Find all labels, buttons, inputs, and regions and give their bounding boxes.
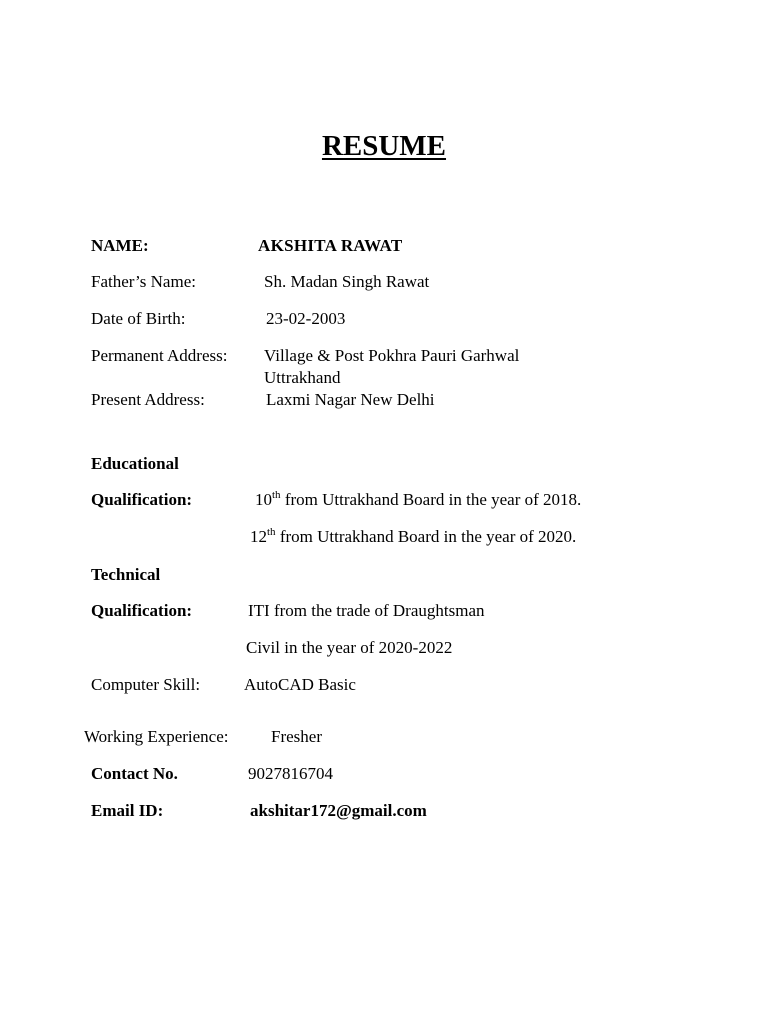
education-item-10th: 10th from Uttrakhand Board in the year of 2018. bbox=[255, 489, 582, 509]
name-label: NAME: bbox=[91, 236, 149, 255]
name-value: AKSHITA RAWAT bbox=[258, 236, 403, 255]
contact-value: 9027816704 bbox=[248, 764, 333, 783]
computer-skill-value: AutoCAD Basic bbox=[244, 675, 356, 694]
dob-label: Date of Birth: bbox=[91, 309, 186, 328]
father-label: Father’s Name: bbox=[91, 272, 196, 291]
technical-qualification-label: Qualification: bbox=[91, 601, 193, 620]
father-value: Sh. Madan Singh Rawat bbox=[264, 272, 430, 291]
computer-skill-label: Computer Skill: bbox=[91, 675, 201, 694]
technical-line1: ITI from the trade of Draughtsman bbox=[248, 601, 485, 620]
technical-line2: Civil in the year of 2020-2022 bbox=[246, 638, 453, 657]
education-label: Educational bbox=[91, 454, 179, 473]
experience-value: Fresher bbox=[271, 727, 322, 746]
permanent-address-label: Permanent Address: bbox=[91, 346, 228, 365]
education-item-12th: 12th from Uttrakhand Board in the year of 2020. bbox=[250, 526, 577, 546]
permanent-address-line2: Uttrakhand bbox=[264, 368, 341, 387]
dob-value: 23-02-2003 bbox=[266, 309, 346, 328]
experience-label: Working Experience: bbox=[84, 727, 229, 746]
resume-title: RESUME bbox=[321, 130, 447, 162]
email-label: Email ID: bbox=[91, 801, 164, 820]
email-value: akshitar172@gmail.com bbox=[250, 801, 427, 820]
present-address-label: Present Address: bbox=[91, 390, 205, 409]
technical-label: Technical bbox=[91, 565, 161, 584]
qualification-label: Qualification: bbox=[91, 490, 193, 509]
contact-label: Contact No. bbox=[91, 764, 178, 783]
present-address-value: Laxmi Nagar New Delhi bbox=[266, 390, 435, 409]
permanent-address-line1: Village & Post Pokhra Pauri Garhwal bbox=[264, 346, 520, 365]
